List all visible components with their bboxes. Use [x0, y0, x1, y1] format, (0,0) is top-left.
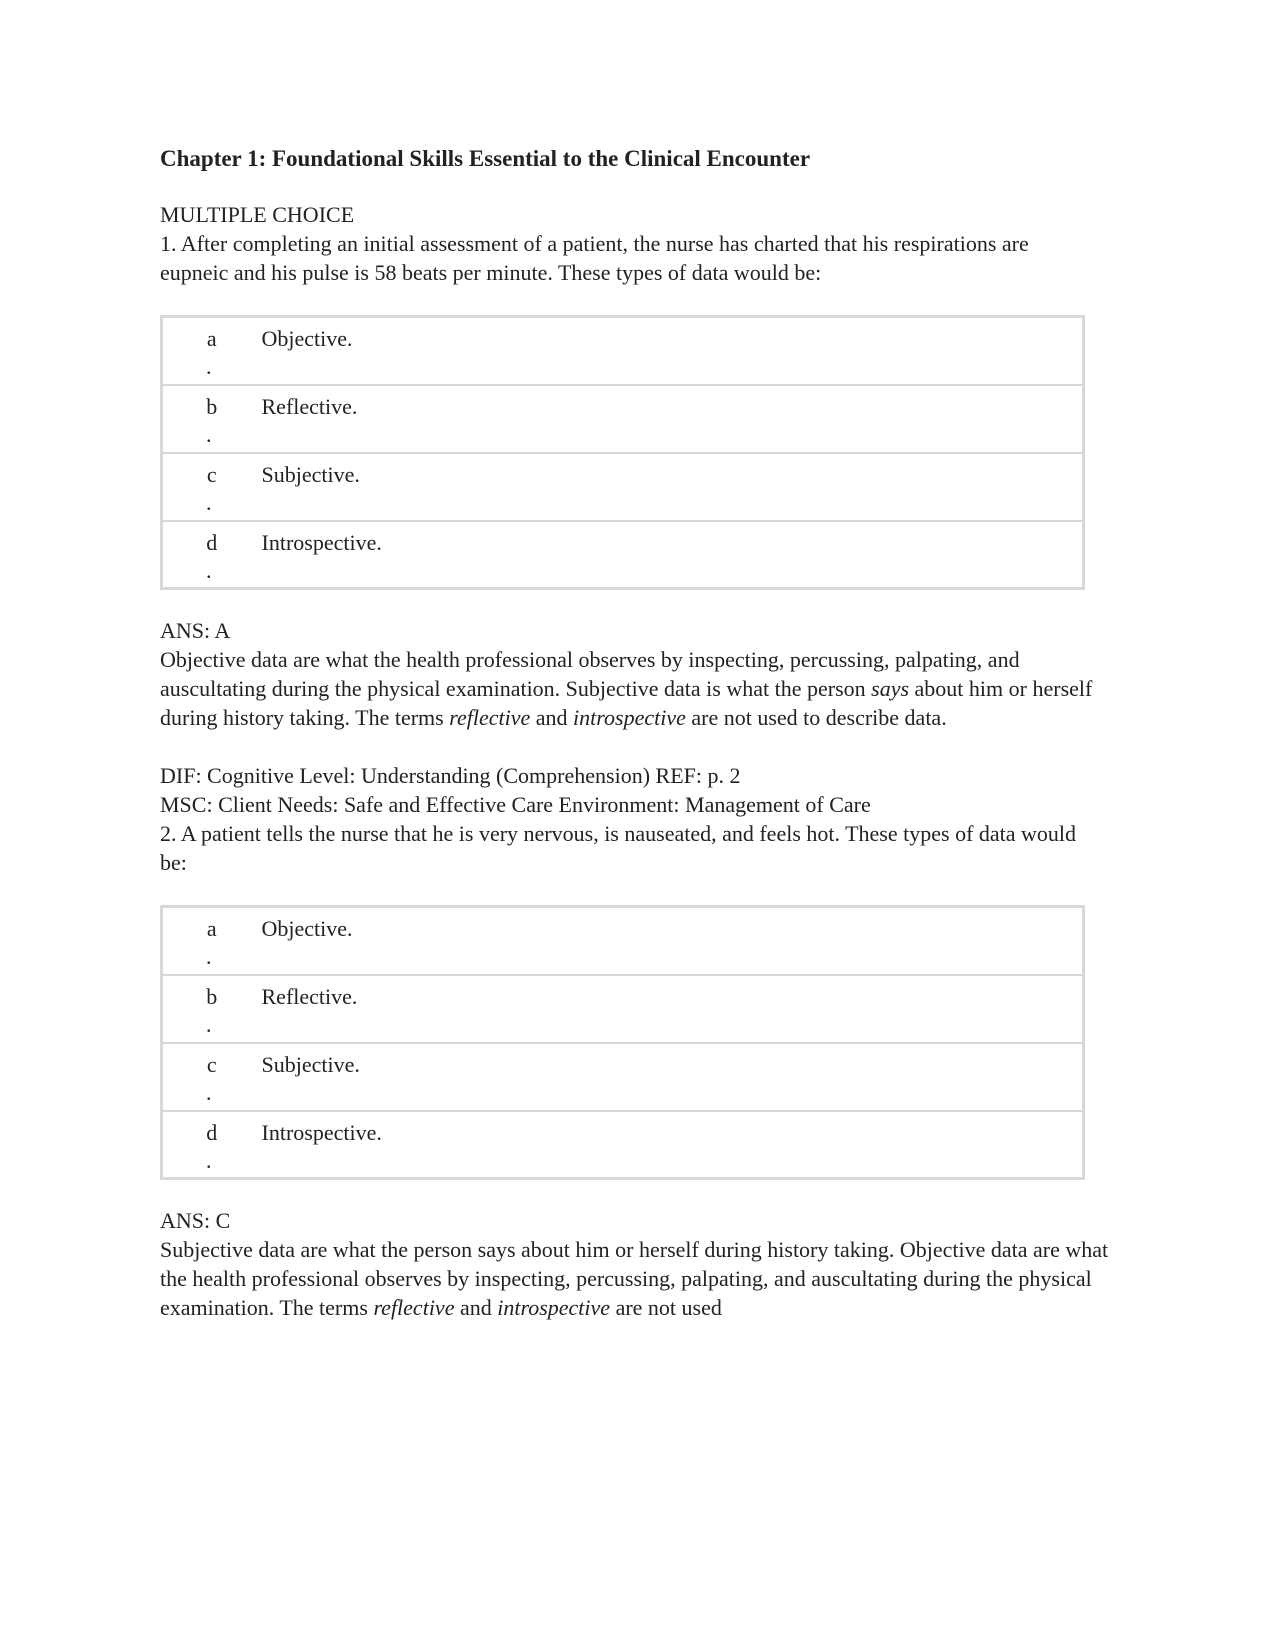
document-page	[160, 144, 1120, 1322]
choice-letter: d .	[162, 521, 262, 589]
question-1-choices	[160, 315, 1085, 590]
choice-letter: a .	[206, 916, 217, 969]
choice-letter: d .	[162, 1111, 262, 1179]
choice-text: Introspective.	[262, 1111, 1084, 1179]
choice-row	[162, 975, 1084, 1043]
question-2-text: 2. A patient tells the nurse that he is very nervous, is nauseated, and feels hot. These types of data would be:	[160, 821, 1077, 875]
choice-letter: c .	[162, 453, 262, 521]
question-1-dif: DIF: Cognitive Level: Understanding (Comprehension) REF: p. 2	[160, 763, 741, 788]
choice-text: Reflective.	[262, 975, 1084, 1043]
question-2-choices	[160, 905, 1085, 1180]
choice-letter: c .	[162, 1043, 262, 1111]
choice-text: Objective.	[261, 916, 353, 941]
choice-row	[162, 521, 1084, 589]
question-2-rationale: Subjective data are what the person says about him or herself during history taking. Objective data are what the health professional observes by inspecting, percussing, palpating, and auscultating during the physical examination. The terms reflective and introspective are not used	[160, 1237, 1109, 1320]
choice-text: Reflective.	[262, 385, 1084, 453]
choice-text: Subjective.	[262, 1043, 1084, 1111]
choice-row	[162, 907, 1084, 975]
question-1-msc: MSC: Client Needs: Safe and Effective Care Environment: Management of Care	[160, 792, 871, 817]
section-heading: MULTIPLE CHOICE	[160, 202, 355, 227]
question-1-text: 1. After completing an initial assessment of a patient, the nurse has charted that his respirations are eupneic and his pulse is 58 beats per minute. These types of data would be:	[160, 231, 1029, 285]
choice-text: Introspective.	[262, 521, 1084, 589]
question-1-answer: ANS: A	[160, 618, 231, 643]
choice-letter: b .	[162, 975, 262, 1043]
choice-row	[162, 453, 1084, 521]
choice-row	[162, 1111, 1084, 1179]
chapter-title: Chapter 1: Foundational Skills Essential to the Clinical Encounter	[160, 146, 811, 171]
choice-text: Subjective.	[262, 453, 1084, 521]
choice-text: Objective.	[261, 326, 353, 351]
choice-letter: a .	[206, 326, 217, 379]
choice-row	[162, 317, 1084, 385]
choice-letter: b .	[162, 385, 262, 453]
question-1-rationale: Objective data are what the health professional observes by inspecting, percussing, palpating, and auscultating during the physical examination. Subjective data is what the person says about him or herself during history taking. The terms reflective and introspective are not used to describe data.	[160, 647, 1093, 730]
choice-row	[162, 385, 1084, 453]
question-2-answer: ANS: C	[160, 1208, 231, 1233]
choice-row	[162, 1043, 1084, 1111]
